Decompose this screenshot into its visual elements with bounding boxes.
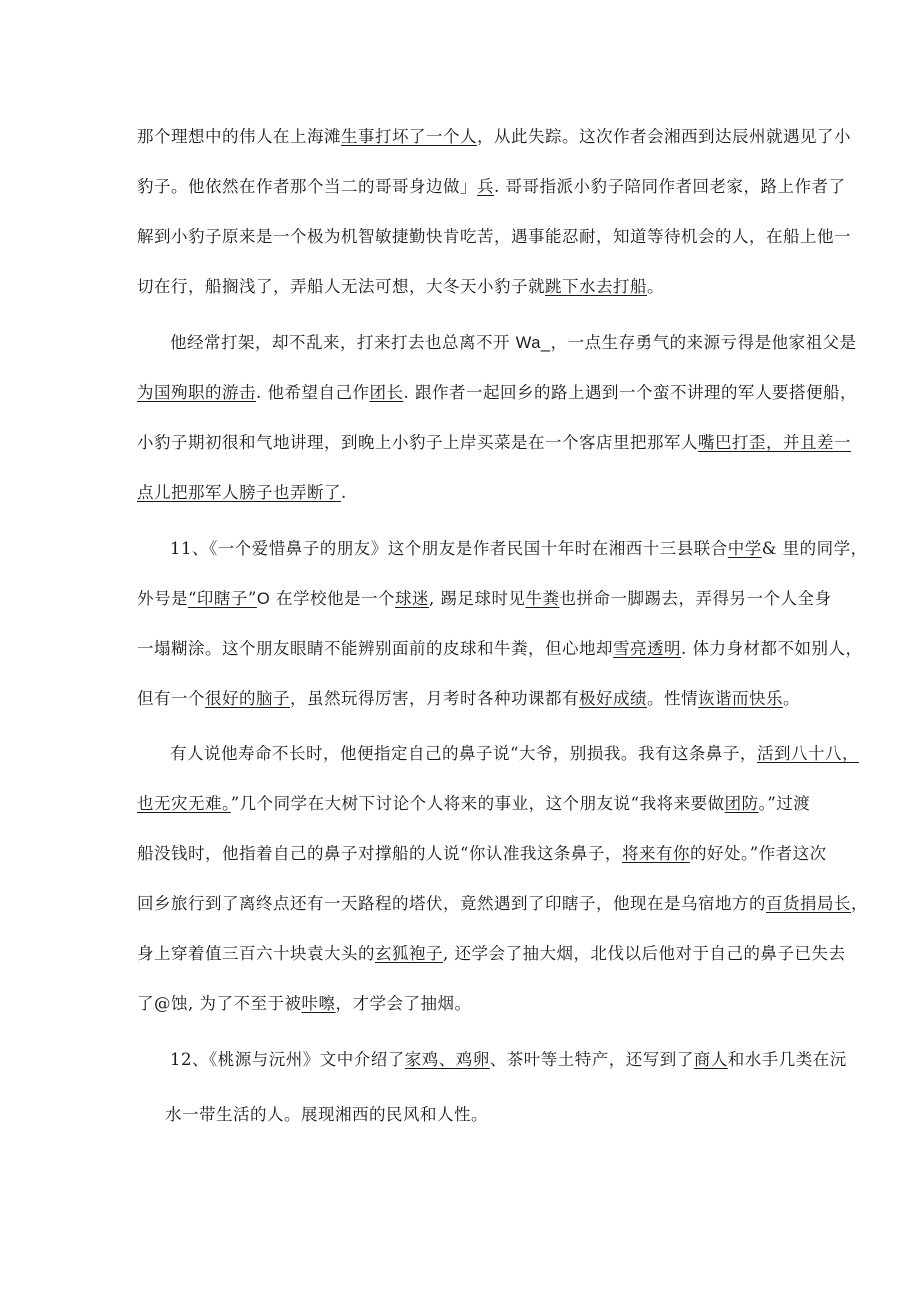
text-segment: 11、《一个爱惜鼻子的朋友》这个朋友是作者民国十年时在湘西十三县联合 [170,539,728,558]
text-line [137,428,851,458]
text-line [137,889,868,919]
text-line [137,378,857,408]
underlined-text: “印瞎子” [188,589,257,608]
text-line [137,172,846,202]
text-segment: 解到小豹子原来是一个极为机智敏捷勤快肯吃苦，遇事能忍耐，知道等待机会的人，在船上他一 [137,227,851,246]
text-segment: 那个理想中的伟人在上海滩 [137,127,341,146]
text-line [165,1100,787,1130]
text-segment: , 踢足球时见 [428,589,526,608]
text-segment: ，一点生存勇气的来源亏得是他家祖父是 [550,333,857,352]
text-segment: 但有一个 [137,689,205,708]
text-segment: 的好处。”作者这次 [689,844,827,863]
text-segment: 船没钱时，他指着自己的鼻子对撑船的人说“你认准我这条鼻子， [137,844,622,863]
text-segment: 小豹子期初很和气地讲理，到晚上小豹子上岸买菜是在一个客店里把那军人 [137,433,698,452]
text-line [137,939,846,969]
text-segment: 。”过渡 [758,794,811,813]
text-segment: 。 [647,277,664,296]
text-segment: 。性情 [647,689,698,708]
underlined-text: 家鸡、鸡卵 [404,1050,490,1069]
text-line [137,584,832,614]
text-line [137,222,851,252]
underlined-text: 也无灾无难。 [137,794,231,813]
underlined-text: 为国殉职的游击 [137,383,256,402]
underlined-text: 团长 [369,383,404,402]
underlined-text: 玄狐袍子 [375,944,443,963]
text-segment: 在学校他是一个 [270,589,395,608]
text-segment: 也拼命一脚踢去，弄得另一个人全身 [559,589,832,608]
text-line [170,1045,847,1075]
text-line [137,684,800,714]
underlined-text: 生事打坏了一个人 [341,127,477,146]
text-line [170,739,859,769]
underlined-text: 将来有你 [621,844,690,863]
text-line [137,989,787,1019]
text-segment: Wa_ [515,334,551,352]
text-line [137,789,811,819]
underlined-text: 嘴巴打歪，并且差一 [698,433,851,452]
underlined-text: 百货捐局长 [766,894,851,913]
text-segment: . 跟作者一起回乡的路上遇到一个蛮不讲理的军人要搭便船， [403,383,857,402]
underlined-text: 点儿把那军人膀子也弄断了 [137,483,341,502]
text-segment: 切在行，船搁浅了，弄船人无法可想，大冬天小豹子就 [137,277,545,296]
text-segment: ，从此失踪。这次作者会湘西到达辰州就遇见了小 [477,127,851,146]
text-segment: 水一带生活的人。展现湘西的民风和人性。 [165,1105,488,1124]
underlined-text: 很好的脑子 [205,689,290,708]
text-segment: . 哥哥指派小豹子陪同作者回老家，路上作者了 [494,177,846,196]
text-segment: 回乡旅行到了离终点还有一天路程的塔伏，竟然遇到了印瞎子，他现在是乌宿地方的 [137,894,766,913]
text-line [137,122,851,152]
text-segment: O [256,590,271,608]
text-segment: ，虽然玩得厉害，月考时各种功课都有 [290,689,579,708]
text-segment: . 他希望自己作 [256,383,370,402]
text-segment: 。 [783,689,800,708]
text-line [170,534,868,564]
text-segment: 豹子。他依然在作者那个当二的哥哥身边做」 [137,177,477,196]
text-segment: ”几个同学在大树下讨论个人将来的事业，这个朋友说“我将来要做 [230,794,725,813]
underlined-text: 中学 [727,539,762,558]
text-line [137,272,787,302]
text-segment: , 还学会了抽大烟，北伐以后他对于自己的鼻子已失去 [443,944,846,963]
text-line [170,328,857,358]
underlined-text: 兵 [477,177,494,196]
text-segment: ， [851,894,868,913]
underlined-text: 球迷 [394,589,429,608]
text-segment: 12、《桃源与沅州》文中介绍了 [170,1050,405,1069]
underlined-text: 极好成绩 [579,689,647,708]
text-segment: 外号是 [137,589,188,608]
underlined-text: 雪亮透明 [613,639,681,658]
underlined-text: 活到八十八， [756,744,859,763]
text-segment: 、茶叶等土特产，还写到了 [489,1050,694,1069]
text-segment: & 里的同学， [761,539,868,558]
text-segment: 他经常打架，却不乱来，打来打去也总离不开 [170,333,516,352]
underlined-text: 牛粪 [525,589,560,608]
text-segment: 了@蚀, 为了不至于被 [137,994,302,1013]
text-segment: 身上穿着值三百六十块袁大头的 [137,944,375,963]
underlined-text: 诙谐而快乐 [698,689,783,708]
text-segment: 和水手几类在沅 [727,1050,847,1069]
text-segment: . 体力身材都不如别人， [681,639,863,658]
text-segment: ，才学会了抽烟。 [335,994,472,1013]
underlined-text: 商人 [693,1050,728,1069]
text-segment: 一塌糊涂。这个朋友眼睛不能辨别面前的皮球和牛粪，但心地却 [137,639,613,658]
text-line [137,478,787,508]
underlined-text: 团防 [724,794,759,813]
text-segment: 有人说他寿命不长时，他便指定自己的鼻子说“大爷，别损我。我有这条鼻子， [170,744,757,763]
text-segment: . [341,483,347,502]
text-line [137,839,827,869]
underlined-text: 跳下水去打船 [545,277,647,296]
text-line [137,634,863,664]
underlined-text: 咔嚓 [301,994,336,1013]
